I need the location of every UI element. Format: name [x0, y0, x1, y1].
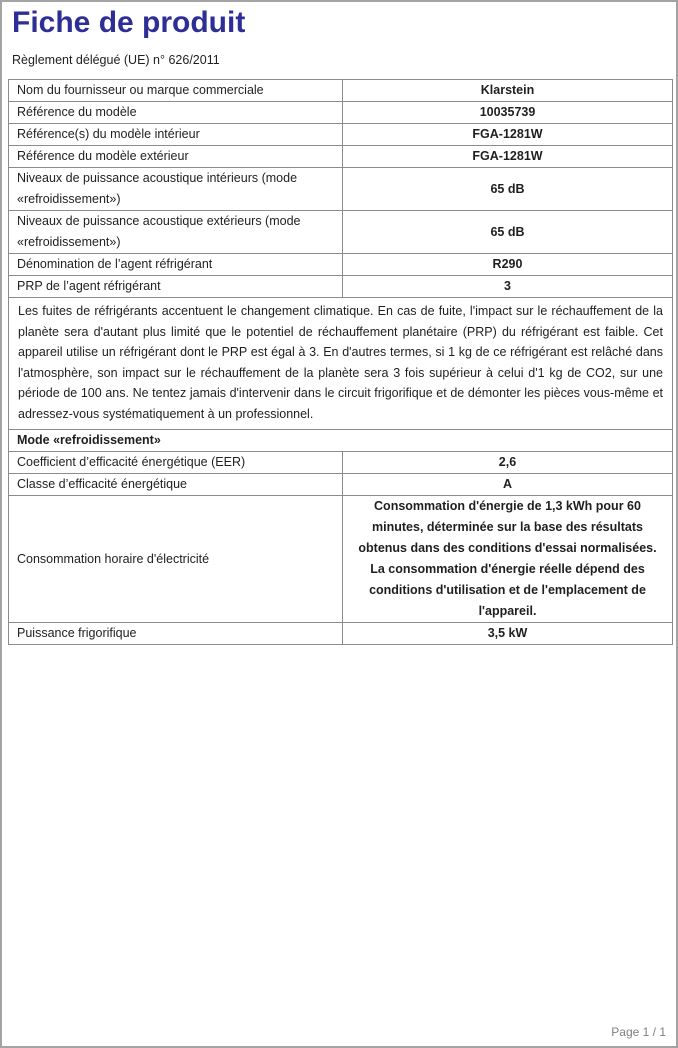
- spec-value: 65 dB: [343, 211, 673, 254]
- table-row: [9, 623, 673, 645]
- table-row: [9, 298, 673, 430]
- section-header: Mode «refroidissement»: [9, 430, 673, 452]
- spec-value: 2,6: [343, 452, 673, 474]
- table-row: [9, 452, 673, 474]
- spec-value: FGA-1281W: [343, 146, 673, 168]
- spec-value: 10035739: [343, 102, 673, 124]
- table-row: [9, 211, 673, 254]
- spec-label: Niveaux de puissance acoustique extérieurs (mode «refroidissement»): [9, 211, 343, 254]
- spec-value: FGA-1281W: [343, 124, 673, 146]
- spec-value: 3,5 kW: [343, 623, 673, 645]
- spec-value: 65 dB: [343, 168, 673, 211]
- page-title: Fiche de produit: [12, 6, 246, 39]
- table-row: [9, 276, 673, 298]
- spec-value: Consommation d'énergie de 1,3 kWh pour 60 minutes, déterminée sur la base des résultats obtenus dans des conditions d'essai normalisées. La consommation d'énergie réelle dépend des conditions d'utilisation et de l'emplacement de l'appareil.: [343, 496, 673, 623]
- spec-label: Classe d’efficacité énergétique: [9, 474, 343, 496]
- product-table-body: [9, 80, 673, 645]
- product-spec-table: [8, 79, 673, 645]
- regulation-reference: Règlement délégué (UE) n° 626/2011: [12, 53, 220, 67]
- table-row: [9, 430, 673, 452]
- spec-value: A: [343, 474, 673, 496]
- table-row: [9, 496, 673, 623]
- spec-value: 3: [343, 276, 673, 298]
- spec-label: Nom du fournisseur ou marque commerciale: [9, 80, 343, 102]
- table-row: [9, 168, 673, 211]
- table-row: [9, 80, 673, 102]
- spec-label: Référence du modèle: [9, 102, 343, 124]
- spec-label: Puissance frigorifique: [9, 623, 343, 645]
- spec-label: Référence(s) du modèle intérieur: [9, 124, 343, 146]
- spec-label: PRP de l’agent réfrigérant: [9, 276, 343, 298]
- table-row: [9, 102, 673, 124]
- spec-value: R290: [343, 254, 673, 276]
- spec-label: Niveaux de puissance acoustique intérieurs (mode «refroidissement»): [9, 168, 343, 211]
- spec-value: Klarstein: [343, 80, 673, 102]
- table-row: [9, 474, 673, 496]
- spec-label: Consommation horaire d'électricité: [9, 496, 343, 623]
- page-number: Page 1 / 1: [611, 1025, 666, 1039]
- spec-label: Coefficient d’efficacité énergétique (EER): [9, 452, 343, 474]
- table-row: [9, 146, 673, 168]
- table-row: [9, 124, 673, 146]
- spec-label: Référence du modèle extérieur: [9, 146, 343, 168]
- climate-note-text: Les fuites de réfrigérants accentuent le changement climatique. En cas de fuite, l'impact sur le réchauffement de la planète sera d'autant plus limité que le potentiel de réchauffement planétaire (PRP) du réfrigérant est faible. Cet appareil utilise un réfrigérant dont le PRP est égal à 3. En d'autres termes, si 1 kg de ce réfrigérant est relâché dans l'atmosphère, son impact sur le réchauffement de la planète sera 3 fois supérieur à celui d'1 kg de CO2, sur une période de 100 ans. Ne tentez jamais d'intervenir dans le circuit frigorifique et de démonter les pièces vous-même et adressez-vous systématiquement à un professionnel.: [9, 298, 673, 430]
- table-row: [9, 254, 673, 276]
- spec-label: Dénomination de l’agent réfrigérant: [9, 254, 343, 276]
